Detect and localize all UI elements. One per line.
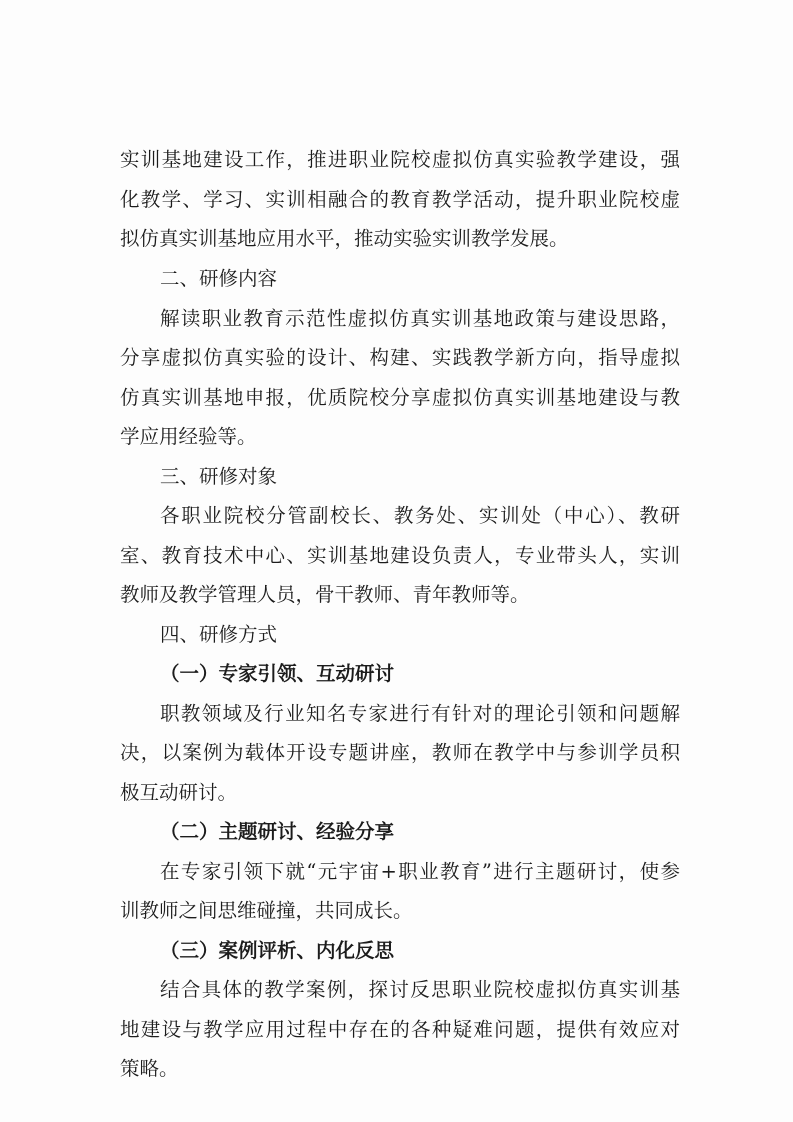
- paragraph-line: 训教师之间思维碰撞，共同成长。: [120, 899, 413, 922]
- paragraph-line: 在专家引领下就“元宇宙+职业教育”进行主题研讨，使参: [160, 860, 680, 883]
- paragraph-line: 化教学、学习、实训相融合的教育教学活动，提升职业院校虚: [120, 188, 680, 211]
- paragraph-line: 分享虚拟仿真实验的设计、构建、实践教学新方向，指导虚拟: [120, 346, 680, 369]
- paragraph-line: 各职业院校分管副校长、教务处、实训处（中心）、教研: [160, 504, 680, 527]
- subsection-heading-2: （二）主题研讨、经验分享: [160, 820, 395, 843]
- paragraph-line: 室、教育技术中心、实训基地建设负责人，专业带头人，实训: [120, 544, 680, 567]
- paragraph-line: 解读职业教育示范性虚拟仿真实训基地政策与建设思路，: [160, 307, 680, 330]
- section-heading-audience: 三、研修对象: [160, 465, 278, 488]
- paragraph-line: 地建设与教学应用过程中存在的各种疑难问题，提供有效应对: [120, 1018, 680, 1041]
- paragraph-line: 拟仿真实训基地应用水平，推动实验实训教学发展。: [120, 227, 569, 250]
- section-heading-method: 四、研修方式: [160, 623, 278, 646]
- subsection-heading-1: （一）专家引领、互动研讨: [160, 662, 395, 685]
- subsection-heading-3: （三）案例评析、内化反思: [160, 939, 395, 962]
- paragraph-line: 极互动研讨。: [120, 781, 238, 804]
- paragraph-line: 仿真实训基地申报，优质院校分享虚拟仿真实训基地建设与教: [120, 386, 680, 409]
- paragraph-line: 决，以案例为载体开设专题讲座，教师在教学中与参训学员积: [120, 741, 680, 764]
- paragraph-line: 策略。: [120, 1057, 179, 1080]
- paragraph-line: 结合具体的教学案例，探讨反思职业院校虚拟仿真实训基: [160, 978, 680, 1001]
- paragraph-line: 教师及教学管理人员，骨干教师、青年教师等。: [120, 583, 530, 606]
- section-heading-content: 二、研修内容: [160, 267, 278, 290]
- paragraph-line: 职教领域及行业知名专家进行有针对的理论引领和问题解: [160, 702, 680, 725]
- paragraph-line: 学应用经验等。: [120, 425, 257, 448]
- paragraph-line: 实训基地建设工作，推进职业院校虚拟仿真实验教学建设，强: [120, 148, 680, 171]
